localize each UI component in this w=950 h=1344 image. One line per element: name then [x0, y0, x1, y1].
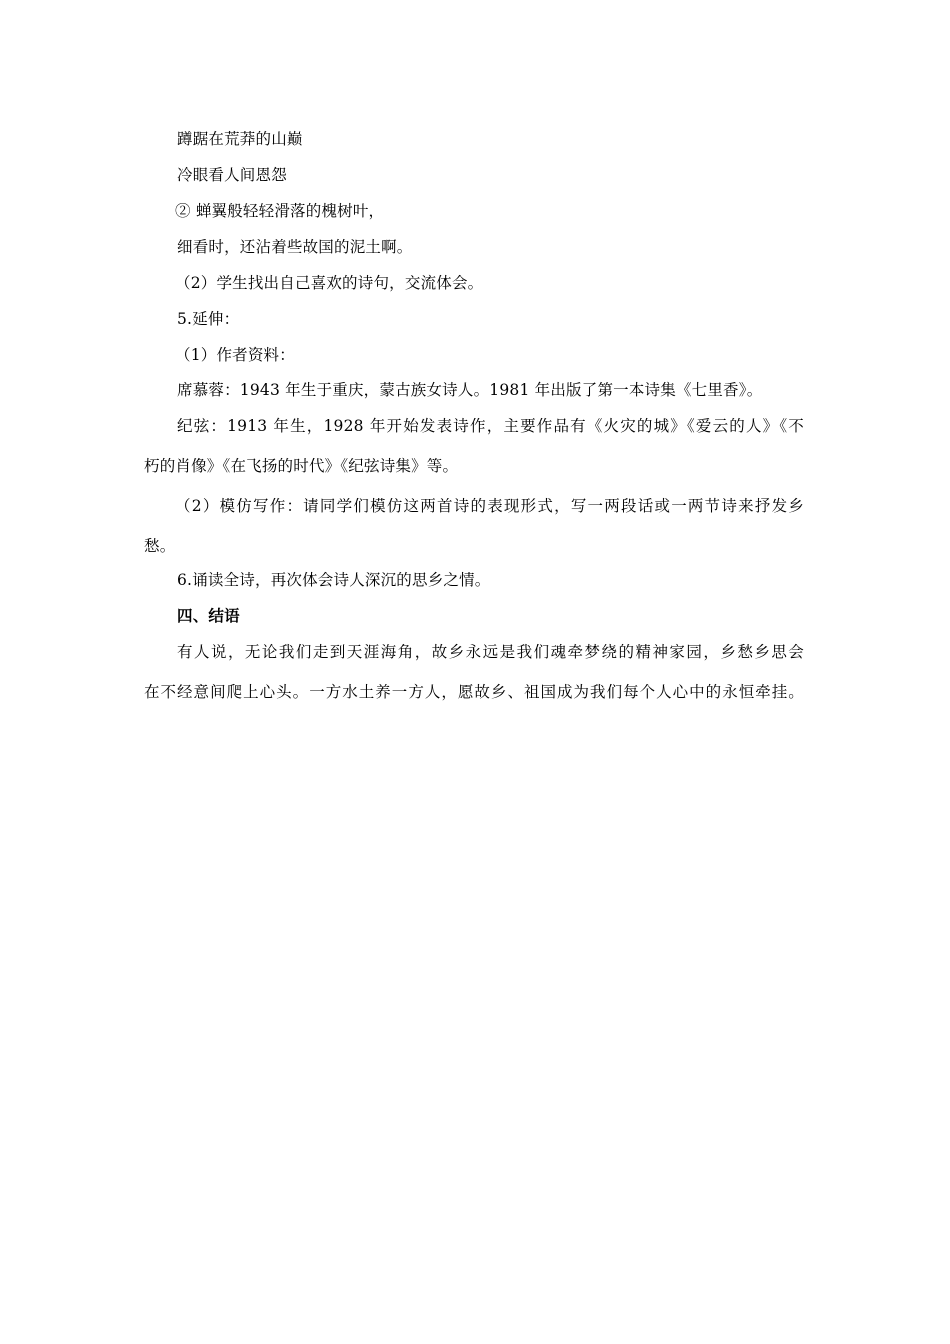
poem-line-1: 蹲踞在荒莽的山巅 [177, 130, 303, 148]
imitation-writing-line-1: （2）模仿写作：请同学们模仿这两首诗的表现形式，写一两段话或一两节诗来抒发乡 [175, 497, 804, 515]
author-info-label: （1）作者资料： [175, 346, 295, 364]
poem-line-2: 冷眼看人间恩怨 [177, 166, 287, 184]
conclusion-line-1: 有人说，无论我们走到天涯海角，故乡永远是我们魂牵梦绕的精神家园，乡愁乡思会 [177, 643, 804, 661]
section-heading-conclusion: 四、结语 [177, 606, 240, 625]
step-recite: 6.诵读全诗，再次体会诗人深沉的思乡之情。 [177, 571, 491, 589]
step-item-share: （2）学生找出自己喜欢的诗句，交流体会。 [175, 274, 484, 292]
poem-line-3: ② 蝉翼般轻轻滑落的槐树叶， [175, 202, 385, 220]
section-extension: 5.延伸： [177, 310, 240, 328]
author-xi-murong: 席慕蓉：1943 年生于重庆，蒙古族女诗人。1981 年出版了第一本诗集《七里香》。 [177, 381, 763, 399]
author-ji-xian-line-2: 朽的肖像》《在飞扬的时代》《纪弦诗集》等。 [144, 457, 459, 475]
imitation-writing-line-2: 愁。 [144, 537, 176, 555]
poem-line-4: 细看时，还沾着些故国的泥土啊。 [177, 238, 413, 256]
author-ji-xian-line-1: 纪弦：1913 年生，1928 年开始发表诗作，主要作品有《火灾的城》《爱云的人》《不 [177, 417, 804, 435]
conclusion-line-2: 在不经意间爬上心头。一方水土养一方人，愿故乡、祖国成为我们每个人心中的永恒牵挂。 [144, 683, 804, 701]
